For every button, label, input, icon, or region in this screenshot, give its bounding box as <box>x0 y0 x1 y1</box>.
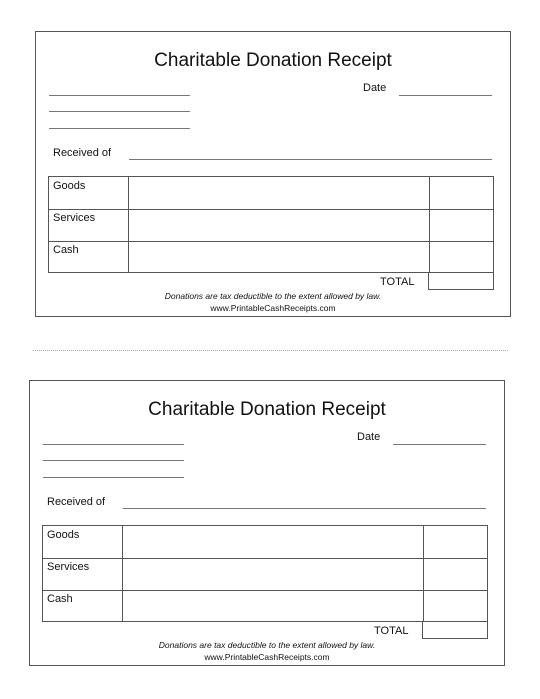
donor-address-line[interactable] <box>49 111 190 112</box>
date-label: Date <box>363 82 387 94</box>
received-of-label: Received of <box>47 496 106 508</box>
donor-address-line[interactable] <box>49 128 190 129</box>
row-label-cash: Cash <box>47 593 73 605</box>
total-label: TOTAL <box>380 276 415 288</box>
date-field[interactable] <box>393 444 486 445</box>
receipt-title: Charitable Donation Receipt <box>148 399 386 420</box>
donation-receipt <box>29 380 505 666</box>
website-text: www.PrintableCashReceipts.com <box>204 652 330 662</box>
donor-address-line[interactable] <box>49 95 190 96</box>
table-divider <box>43 590 487 591</box>
row-label-cash: Cash <box>53 244 79 256</box>
row-label-services: Services <box>53 212 96 224</box>
table-divider <box>122 526 123 621</box>
donation-receipt <box>35 31 511 317</box>
row-label-goods: Goods <box>47 529 80 541</box>
table-divider <box>423 526 424 621</box>
receipt-title: Charitable Donation Receipt <box>154 50 392 71</box>
received-of-field[interactable] <box>129 159 492 160</box>
date-field[interactable] <box>399 95 492 96</box>
donor-address-line[interactable] <box>43 460 184 461</box>
total-field[interactable] <box>422 621 488 639</box>
tax-note: Donations are tax deductible to the extent allowed by law. <box>158 640 376 650</box>
website-text: www.PrintableCashReceipts.com <box>210 303 336 313</box>
date-label: Date <box>357 431 381 443</box>
table-divider <box>49 241 493 242</box>
cut-line <box>33 350 508 351</box>
table-divider <box>43 558 487 559</box>
donor-address-line[interactable] <box>43 444 184 445</box>
donation-items-table <box>48 176 494 273</box>
row-label-goods: Goods <box>53 180 86 192</box>
received-of-label: Received of <box>53 147 112 159</box>
row-label-services: Services <box>47 561 90 573</box>
total-label: TOTAL <box>374 625 409 637</box>
table-divider <box>49 209 493 210</box>
total-field[interactable] <box>428 272 494 290</box>
table-divider <box>429 177 430 272</box>
donor-address-line[interactable] <box>43 477 184 478</box>
received-of-field[interactable] <box>123 508 486 509</box>
donation-items-table <box>42 525 488 622</box>
table-divider <box>128 177 129 272</box>
tax-note: Donations are tax deductible to the extent allowed by law. <box>164 291 382 301</box>
